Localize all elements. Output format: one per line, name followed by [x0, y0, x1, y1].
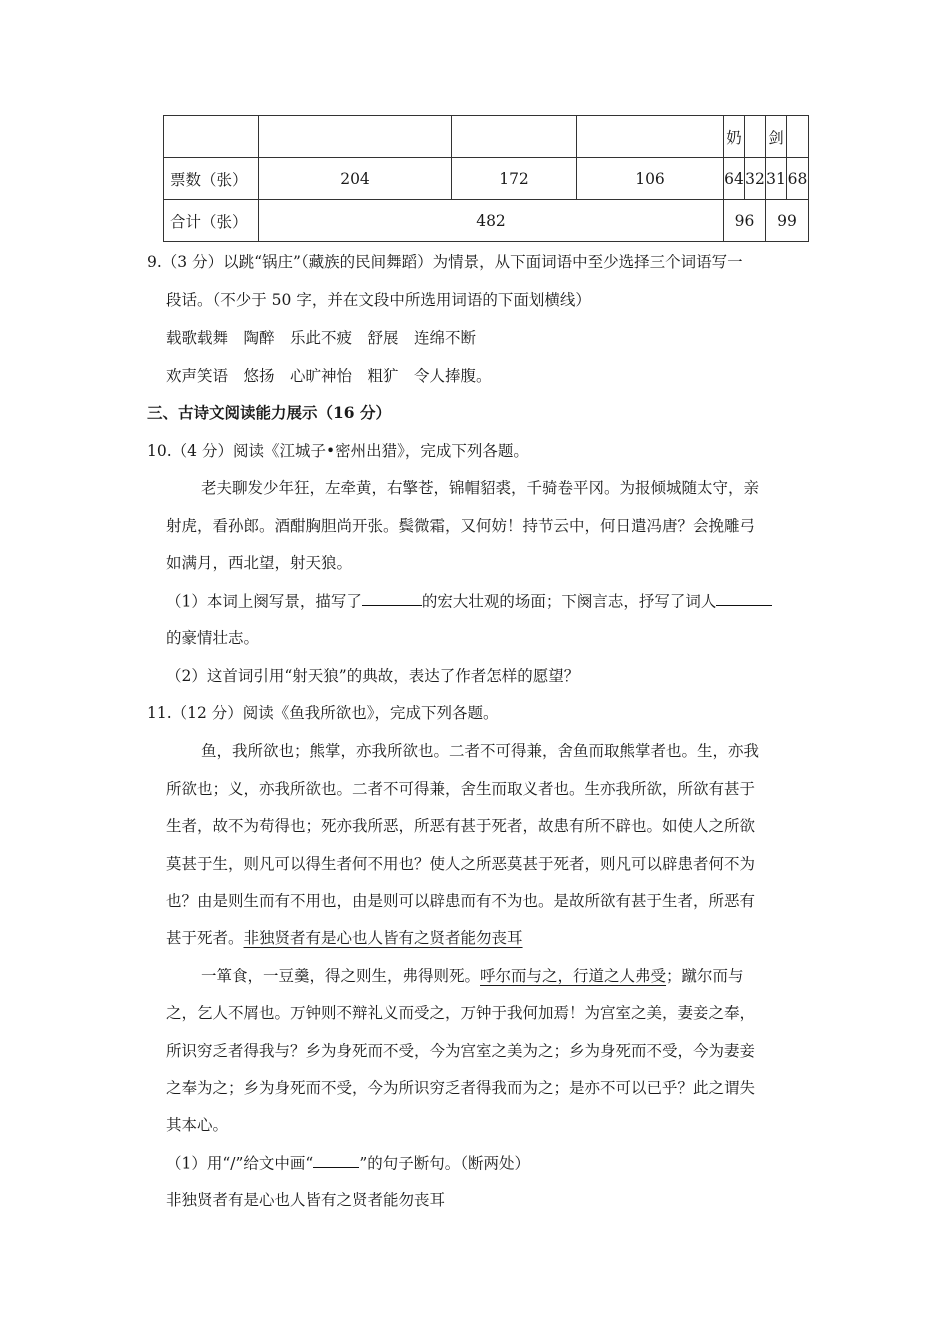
q11-title: 11.（12 分）阅读《鱼我所欲也》，完成下列各题。	[147, 704, 499, 722]
q11-para-line: 其本心。	[166, 1116, 229, 1134]
table-cell	[577, 116, 724, 158]
table-cell: 剑	[766, 116, 787, 158]
q10-poem-line: 射虎，看孙郎。酒酣胸胆尚开张。鬓微霜，又何妨！持节云中，何日遣冯唐？会挽雕弓	[166, 517, 756, 535]
q11-para-line: 也？由是则生而有不用也，由是则可以辟患而有不为也。是故所欲有甚于生者，所恶有	[166, 892, 756, 910]
table-cell: 32	[745, 158, 766, 200]
q11-para-line: 鱼，我所欲也；熊掌，亦我所欲也。二者不可得兼，舍鱼而取熊掌者也。生，亦我	[201, 742, 760, 760]
table-cell: 奶	[724, 116, 745, 158]
table-cell: 99	[766, 200, 809, 242]
table-cell: 106	[577, 158, 724, 200]
q10-sub1-text: （1）本词上阕写景，描写了	[166, 592, 362, 611]
q10-poem-line: 老夫聊发少年狂，左牵黄，右擎苍，锦帽貂裘，千骑卷平冈。为报倾城随太守，亲	[201, 479, 760, 497]
q10-sub1-cont: 的豪情壮志。	[166, 629, 260, 647]
q11-sub1-text: （1）用“/”给文中画“	[166, 1154, 314, 1173]
section-title: 三、古诗文阅读能力展示（16 分）	[147, 403, 391, 422]
table-header-row	[164, 116, 809, 158]
q11-sub1-sentence: 非独贤者有是心也人皆有之贤者能勿丧耳	[166, 1191, 446, 1209]
vote-table	[163, 115, 809, 242]
q11-text: 一箪食，一豆羹，得之则生，弗得则死。	[201, 967, 481, 985]
table-cell	[259, 116, 452, 158]
q11-sub1-text: ”的句子断句。（断两处）	[359, 1154, 531, 1173]
row-label: 票数（张）	[164, 158, 259, 200]
q11-para-line: 莫甚于生，则凡可以得生者何不用也？使人之所恶莫甚于死者，则凡可以辟患者何不为	[166, 855, 756, 873]
underlined-sentence: 非独贤者有是心也人皆有之贤者能勿丧耳	[243, 929, 523, 947]
q11-para-line: 生者，故不为苟得也；死亦我所恶，所恶有甚于死者，故患有所不辟也。如使人之所欲	[166, 817, 756, 835]
q11-para-line: 所欲也；义，亦我所欲也。二者不可得兼，舍生而取义者也。生亦我所欲，所欲有甚于	[166, 780, 756, 798]
q11-para-line: 所识穷乏者得我与？乡为身死而不受，今为宫室之美为之；乡为身死而不受，今为妻妾	[166, 1042, 756, 1060]
table-cell	[787, 116, 809, 158]
q11-para-line	[166, 926, 523, 948]
q11-sub1	[166, 1151, 530, 1173]
table-cell: 68	[787, 158, 809, 200]
answer-blank[interactable]	[716, 589, 772, 606]
table-row	[164, 158, 809, 200]
underlined-sentence: 呼尔而与之，行道之人弗受	[480, 967, 667, 985]
q9-words-row1: 载歌载舞 陶醉 乐此不疲 舒展 连绵不断	[166, 329, 477, 347]
q11-text: ；蹴尔而与	[666, 967, 744, 985]
table-cell: 172	[452, 158, 577, 200]
q9-line2: 段话。（不少于 50 字，并在文段中所选用词语的下面划横线）	[166, 291, 591, 309]
q10-sub1-text: 的宏大壮观的场面；下阕言志，抒写了词人	[421, 592, 717, 611]
table-cell: 31	[766, 158, 787, 200]
answer-blank	[313, 1151, 359, 1168]
q9-line1: 9.（3 分）以跳“锅庄”（藏族的民间舞蹈）为情景，从下面词语中至少选择三个词语写一	[147, 253, 743, 271]
table-cell: 482	[259, 200, 724, 242]
table-cell	[164, 116, 259, 158]
q11-para-line	[201, 964, 744, 986]
q10-sub2: （2）这首词引用“射天狼”的典故，表达了作者怎样的愿望？	[166, 667, 580, 685]
row-label: 合计（张）	[164, 200, 259, 242]
q10-title: 10.（4 分）阅读《江城子•密州出猎》，完成下列各题。	[147, 442, 529, 460]
table-row	[164, 200, 809, 242]
q10-poem-line: 如满月，西北望，射天狼。	[166, 554, 353, 572]
table-cell: 64	[724, 158, 745, 200]
q11-text: 甚于死者。	[166, 929, 244, 947]
table-cell	[452, 116, 577, 158]
answer-blank[interactable]	[362, 589, 422, 606]
table-cell	[745, 116, 766, 158]
q11-para-line: 之，乞人不屑也。万钟则不辩礼义而受之，万钟于我何加焉！为宫室之美，妻妾之奉，	[166, 1004, 756, 1022]
table-cell: 204	[259, 158, 452, 200]
table-cell: 96	[724, 200, 766, 242]
q10-sub1	[166, 589, 772, 611]
q9-words-row2: 欢声笑语 悠扬 心旷神怡 粗犷 令人捧腹。	[166, 367, 492, 385]
q11-para-line: 之奉为之；乡为身死而不受，今为所识穷乏者得我而为之；是亦不可以已乎？此之谓失	[166, 1079, 756, 1097]
